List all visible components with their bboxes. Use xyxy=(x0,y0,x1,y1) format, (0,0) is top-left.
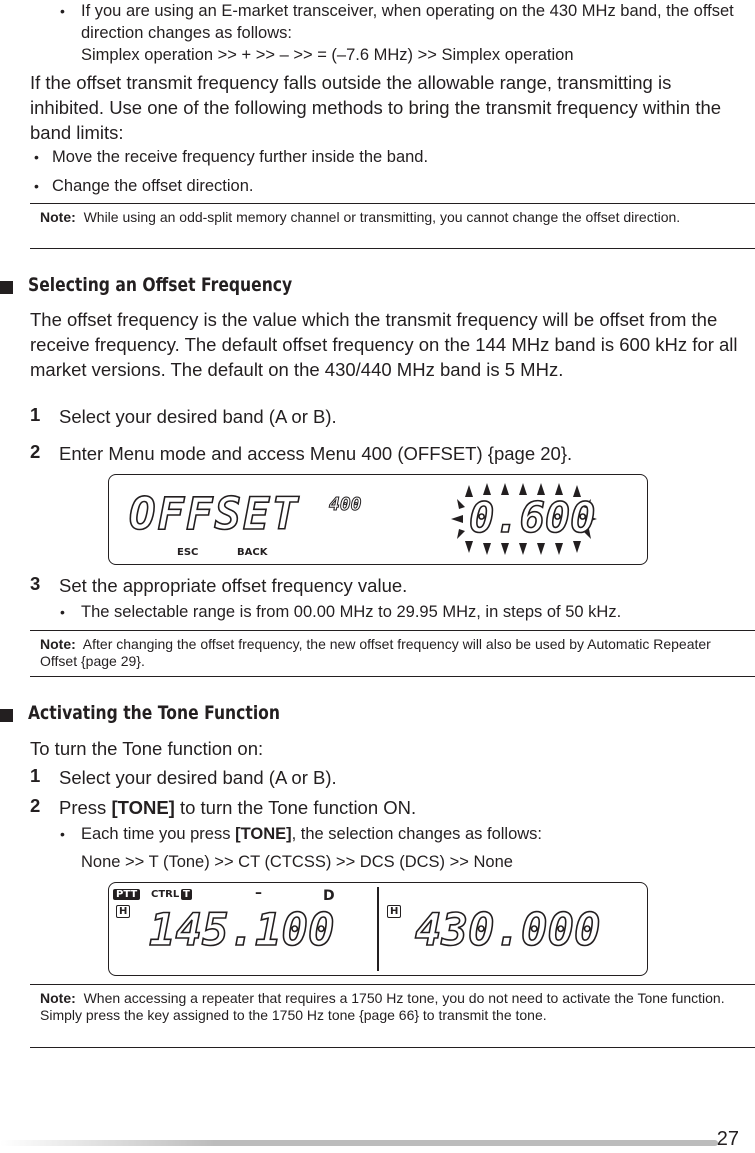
ptt-indicator: PTT xyxy=(113,889,140,900)
dcs-d-indicator: D xyxy=(323,888,335,904)
tone-lcd-display xyxy=(108,882,648,976)
bullet-marker: • xyxy=(34,149,39,165)
band-b-h-indicator: H xyxy=(387,905,401,918)
lcd-menu-number: 400 xyxy=(329,494,362,515)
step-number: 2 xyxy=(30,795,41,816)
page-number: 27 xyxy=(716,1128,739,1150)
offset-lcd-display xyxy=(108,474,648,565)
offset-step-1: Select your desired band (A or B). xyxy=(59,406,337,427)
section-heading-offset: Selecting an Offset Frequency xyxy=(28,274,293,296)
bullet-marker: • xyxy=(60,3,65,19)
lcd-offset-value: 0.600 xyxy=(469,493,596,542)
range-bullet: The selectable range is from 00.00 MHz to 29.95 MHz, in steps of 50 kHz. xyxy=(81,603,622,621)
offset-paragraph: The offset frequency is the value which the transmit frequency will be offset from the receive frequency. The default offset frequency on the 144 MHz band is 600 kHz for all market versions. The default on the 430/440 MHz band is 5 MHz. xyxy=(30,309,738,380)
note xyxy=(40,209,740,226)
bullet-marker: • xyxy=(60,826,65,842)
note xyxy=(40,636,740,670)
step-number: 2 xyxy=(30,441,41,462)
note-label: Note: xyxy=(40,209,76,225)
e-market-bullet: If you are using an E-market transceiver, when operating on the 430 MHz band, the offset direction changes as follows: xyxy=(81,2,734,42)
band-a-h-indicator: H xyxy=(116,905,130,918)
note-text: When accessing a repeater that requires a 1750 Hz tone, you do not need to activate the Tone function. Simply press the key assigned to the 1750 Hz tone {page 66} to transmit the tone. xyxy=(40,990,725,1023)
divider xyxy=(30,1047,755,1048)
bullet-text: , the selection changes as follows: xyxy=(291,825,543,843)
note-text: After changing the offset frequency, the new offset frequency will also be used by Automatic Repeater Offset {page 29}. xyxy=(40,636,711,669)
divider xyxy=(30,248,755,249)
band-b-frequency: 430.000 xyxy=(415,905,601,956)
out-of-range-paragraph: If the offset transmit frequency falls outside the allowable range, transmitting is inhibited. Use one of the following methods to bring the transmit frequency within the band limits: xyxy=(30,72,722,143)
tone-key-label: [TONE] xyxy=(235,825,292,843)
offset-step-2: Enter Menu mode and access Menu 400 (OFFSET) {page 20}. xyxy=(59,443,573,464)
offset-sequence: Simplex operation >> + >> – >> = (–7.6 MHz) >> Simplex operation xyxy=(81,46,574,64)
lcd-menu-title: OFFSET xyxy=(129,489,300,540)
tone-bullet xyxy=(81,823,542,845)
tone-intro: To turn the Tone function on: xyxy=(30,738,264,759)
method-bullet-2: Change the offset direction. xyxy=(52,177,254,195)
step-text: Press xyxy=(59,797,112,818)
note-label: Note: xyxy=(40,636,76,652)
bullet-text: Each time you press xyxy=(81,825,236,843)
step-number: 1 xyxy=(30,765,41,786)
bullet-marker: • xyxy=(34,178,39,194)
section-marker xyxy=(0,281,13,294)
lcd-esc-label: ESC xyxy=(177,547,199,558)
note-label: Note: xyxy=(40,990,76,1006)
footer-bar xyxy=(0,1140,718,1146)
offset-step-3: Set the appropriate offset frequency value. xyxy=(59,575,408,596)
tone-key-label: [TONE] xyxy=(111,797,175,818)
bullet-marker: • xyxy=(60,604,65,620)
tone-sequence: None >> T (Tone) >> CT (CTCSS) >> DCS (DCS) >> None xyxy=(81,853,513,871)
step-number: 1 xyxy=(30,404,41,425)
step-text: to turn the Tone function ON. xyxy=(174,797,417,818)
method-bullet-1: Move the receive frequency further inside the band. xyxy=(52,148,429,166)
offset-minus-indicator: – xyxy=(255,885,262,901)
tone-step-1: Select your desired band (A or B). xyxy=(59,767,337,788)
ctrl-indicator: CTRL xyxy=(151,889,180,900)
section-heading-tone: Activating the Tone Function xyxy=(28,702,280,724)
divider xyxy=(30,630,755,631)
tone-step-2 xyxy=(59,795,416,820)
divider xyxy=(30,984,755,985)
band-a-frequency: 145.100 xyxy=(149,905,335,956)
lcd-back-label: BACK xyxy=(237,547,268,558)
note-text: While using an odd-split memory channel or transmitting, you cannot change the offset direction. xyxy=(83,209,681,225)
divider xyxy=(30,203,755,204)
tone-t-indicator: T xyxy=(183,889,190,900)
step-number: 3 xyxy=(30,573,41,594)
divider xyxy=(30,676,755,677)
band-separator xyxy=(377,887,379,971)
note xyxy=(40,990,745,1024)
section-marker xyxy=(0,709,13,722)
